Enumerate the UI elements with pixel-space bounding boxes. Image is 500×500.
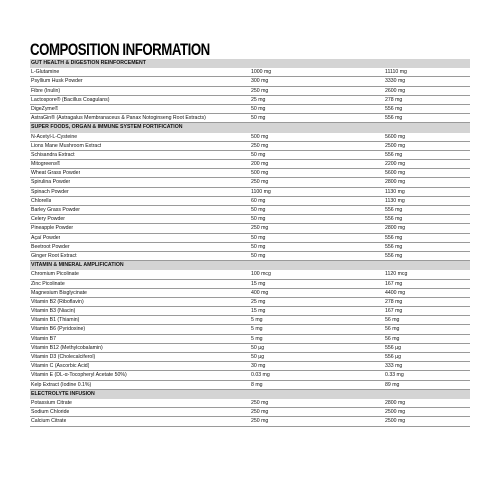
table-row [30, 381, 470, 390]
table-row [30, 68, 470, 77]
ingredient-total: 556 mg [385, 234, 403, 241]
table-row [30, 234, 470, 243]
table-row [30, 224, 470, 233]
ingredient-name: Potassium Citrate [31, 399, 72, 406]
ingredient-amount: 100 mcg [251, 271, 271, 278]
ingredient-total: 0.33 mg [385, 372, 404, 379]
ingredient-amount: 60 mg [251, 197, 266, 204]
ingredient-amount: 25 mg [251, 298, 266, 305]
table-row [30, 87, 470, 96]
ingredient-total: 2500 mg [385, 409, 406, 416]
ingredient-name: Zinc Picolinate [31, 280, 65, 287]
ingredient-total: 4400 mg [385, 289, 406, 296]
ingredient-name: AstraGin® (Astragalus Membranaceus & Panax Notoginseng Root Extracts) [31, 115, 206, 122]
table-row [30, 169, 470, 178]
ingredient-name: Schisandra Extract [31, 151, 75, 158]
page-title: COMPOSITION INFORMATION [30, 40, 210, 59]
ingredient-total: 167 mg [385, 308, 403, 315]
table-row [30, 408, 470, 417]
ingredient-name: Psyllium Husk Powder [31, 78, 83, 85]
ingredient-name: Ginger Root Extract [31, 252, 77, 259]
table-row [30, 142, 470, 151]
ingredient-name: Vitamin B1 (Thiamin) [31, 317, 80, 324]
ingredient-amount: 50 mg [251, 243, 266, 250]
table-row [30, 325, 470, 334]
ingredient-name: Fibre (Inulin) [31, 87, 61, 94]
composition-table [30, 59, 470, 427]
ingredient-name: Sodium Chloride [31, 409, 70, 416]
table-row [30, 178, 470, 187]
ingredient-amount: 50 mg [251, 216, 266, 223]
ingredient-amount: 50 µg [251, 344, 265, 351]
ingredient-name: Vitamin B2 (Riboflavin) [31, 298, 84, 305]
ingredient-amount: 250 mg [251, 225, 269, 232]
ingredient-amount: 250 mg [251, 418, 269, 425]
ingredient-total: 2800 mg [385, 399, 406, 406]
table-row [30, 160, 470, 169]
ingredient-total: 2500 mg [385, 142, 406, 149]
ingredient-name: Spinach Powder [31, 188, 69, 195]
section-title: VITAMIN & MINERAL AMPLIFICATION [31, 262, 124, 269]
table-row [30, 77, 470, 86]
ingredient-amount: 30 mg [251, 363, 266, 370]
ingredient-name: Vitamin B3 (Niacin) [31, 308, 76, 315]
ingredient-total: 2200 mg [385, 161, 406, 168]
ingredient-amount: 200 mg [251, 161, 269, 168]
ingredient-amount: 50 mg [251, 105, 266, 112]
ingredient-name: Chromium Picolinate [31, 271, 79, 278]
table-row [30, 197, 470, 206]
section-header [30, 123, 470, 132]
ingredient-name: Lions Mane Mushroom Extract [31, 142, 102, 149]
section-header [30, 261, 470, 270]
ingredient-amount: 25 mg [251, 96, 266, 103]
ingredient-amount: 500 mg [251, 170, 269, 177]
table-row [30, 298, 470, 307]
ingredient-name: Wheat Grass Powder [31, 170, 81, 177]
table-row [30, 188, 470, 197]
ingredient-total: 1130 mg [385, 188, 405, 195]
table-row [30, 316, 470, 325]
ingredient-amount: 1000 mg [251, 69, 272, 76]
ingredient-name: Kelp Extract (Iodine 0.1%) [31, 381, 92, 388]
table-row [30, 243, 470, 252]
section-title: GUT HEALTH & DIGESTION REINFORCEMENT [31, 60, 146, 66]
ingredient-total: 89 mg [385, 381, 400, 388]
ingredient-total: 11110 mg [385, 69, 407, 76]
ingredient-total: 556 mg [385, 115, 403, 122]
ingredient-total: 2800 mg [385, 225, 406, 232]
ingredient-total: 56 mg [385, 335, 400, 342]
ingredient-amount: 250 mg [251, 142, 269, 149]
ingredient-name: Magnesium Bisglycinate [31, 289, 87, 296]
ingredient-amount: 250 mg [251, 399, 269, 406]
table-row [30, 151, 470, 160]
table-row [30, 307, 470, 316]
ingredient-name: Vitamin B12 (Methylcobalamin) [31, 344, 103, 351]
ingredient-total: 278 mg [385, 96, 403, 103]
ingredient-total: 167 mg [385, 280, 403, 287]
table-row [30, 114, 470, 123]
ingredient-name: Vitamin B6 (Pyridoxine) [31, 326, 86, 333]
ingredient-amount: 250 mg [251, 409, 269, 416]
table-row [30, 105, 470, 114]
ingredient-total: 556 mg [385, 151, 403, 158]
ingredient-amount: 1100 mg [251, 188, 271, 195]
ingredient-name: Pineapple Powder [31, 225, 74, 232]
section-header [30, 59, 470, 68]
table-row [30, 417, 470, 426]
ingredient-name: N-Acetyl-L-Cysteine [31, 133, 78, 140]
table-row [30, 252, 470, 261]
ingredient-total: 556 mg [385, 105, 403, 112]
ingredient-name: Vitamin D3 (Cholecalciferol) [31, 354, 96, 360]
table-row [30, 353, 470, 362]
ingredient-total: 556 µg [385, 354, 401, 360]
ingredient-total: 5600 mg [385, 133, 406, 140]
ingredient-amount: 50 mg [251, 252, 266, 259]
table-row [30, 215, 470, 224]
ingredient-total: 556 µg [385, 344, 401, 351]
ingredient-amount: 50 mg [251, 115, 266, 122]
ingredient-name: Spirulina Powder [31, 179, 71, 186]
ingredient-total: 56 mg [385, 326, 400, 333]
ingredient-name: Vitamin E (DL-α-Tocopheryl Acetate 50%) [31, 372, 127, 379]
table-row [30, 344, 470, 353]
ingredient-amount: 50 mg [251, 234, 266, 241]
ingredient-name: Lactospore® (Bacillus Coagulans) [31, 96, 110, 103]
ingredient-total: 56 mg [385, 317, 400, 324]
ingredient-total: 3330 mg [385, 78, 406, 85]
ingredient-name: Vitamin B7 [31, 335, 56, 342]
ingredient-name: Barley Grass Powder [31, 207, 81, 213]
ingredient-name: Beetroot Powder [31, 243, 70, 250]
table-row [30, 133, 470, 142]
ingredient-total: 5600 mg [385, 170, 406, 177]
ingredient-name: DigeZyme® [31, 105, 59, 112]
ingredient-total: 556 mg [385, 252, 403, 259]
ingredient-total: 556 mg [385, 243, 403, 250]
ingredient-total: 556 mg [385, 207, 403, 213]
ingredient-amount: 50 µg [251, 354, 265, 360]
ingredient-total: 333 mg [385, 363, 403, 370]
ingredient-amount: 400 mg [251, 289, 269, 296]
section-title: SUPER FOODS, ORGAN & IMMUNE SYSTEM FORTIFICATION [31, 124, 183, 131]
ingredient-name: Vitamin C (Ascorbic Acid) [31, 363, 90, 370]
ingredient-amount: 250 mg [251, 87, 269, 94]
ingredient-amount: 5 mg [251, 317, 263, 324]
table-row [30, 399, 470, 408]
table-row [30, 96, 470, 105]
table-row [30, 270, 470, 279]
ingredient-name: Chlorella [31, 197, 52, 204]
ingredient-amount: 50 mg [251, 151, 266, 158]
ingredient-amount: 8 mg [251, 381, 263, 388]
ingredient-amount: 15 mg [251, 308, 266, 315]
ingredient-amount: 50 mg [251, 207, 266, 213]
ingredient-amount: 5 mg [251, 326, 263, 333]
ingredient-total: 1120 mcg [385, 271, 408, 278]
ingredient-total: 1130 mg [385, 197, 405, 204]
ingredient-amount: 300 mg [251, 78, 269, 85]
ingredient-amount: 15 mg [251, 280, 266, 287]
ingredient-total: 278 mg [385, 298, 403, 305]
table-row [30, 206, 470, 215]
table-row [30, 371, 470, 380]
ingredient-total: 556 mg [385, 216, 403, 223]
ingredient-amount: 250 mg [251, 179, 269, 186]
ingredient-amount: 5 mg [251, 335, 263, 342]
ingredient-name: Mitogreens® [31, 161, 61, 168]
ingredient-amount: 0.03 mg [251, 372, 270, 379]
table-row [30, 289, 470, 298]
ingredient-total: 2500 mg [385, 418, 406, 425]
table-row [30, 280, 470, 289]
ingredient-name: L-Glutamine [31, 69, 60, 76]
ingredient-name: Celery Powder [31, 216, 66, 223]
ingredient-total: 2800 mg [385, 179, 406, 186]
ingredient-total: 2600 mg [385, 87, 406, 94]
ingredient-name: Açaí Powder [31, 234, 61, 241]
table-row [30, 362, 470, 371]
section-header [30, 390, 470, 399]
ingredient-amount: 500 mg [251, 133, 269, 140]
table-row [30, 335, 470, 344]
ingredient-name: Calcium Citrate [31, 418, 67, 425]
section-title: ELECTROLYTE INFUSION [31, 390, 95, 397]
